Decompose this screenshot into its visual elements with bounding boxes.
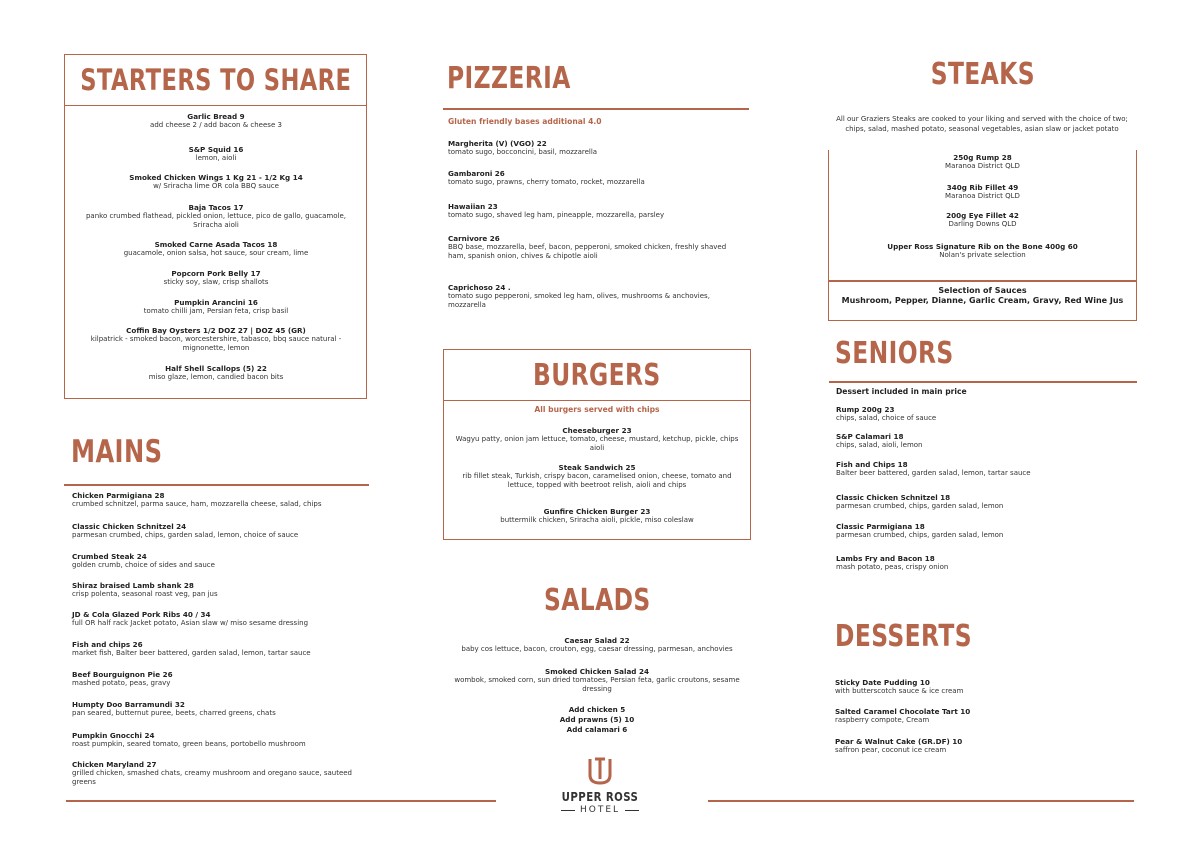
mains-title: MAINS bbox=[71, 434, 163, 470]
pizzeria-title: PIZZERIA bbox=[447, 60, 571, 96]
main-item bbox=[72, 491, 372, 509]
pizza-item-name: Gambaroni 26 bbox=[448, 169, 505, 178]
starter-item-name: S&P Squid 16 bbox=[188, 145, 244, 154]
footer-rule-right bbox=[708, 800, 1134, 802]
burger-item-desc: rib fillet steak, Turkish, crispy bacon, caramelised onion, cheese, tomato and lettuce, topped with beetroot relish, aioli and chips bbox=[462, 472, 732, 489]
senior-item-desc: chips, salad, aioli, lemon bbox=[836, 441, 923, 449]
main-item-name: Shiraz braised Lamb shank 28 bbox=[72, 581, 194, 590]
logo-mark-icon bbox=[587, 757, 613, 787]
main-item-desc: grilled chicken, smashed chats, creamy mushroom and oregano sauce, sauteed greens bbox=[72, 769, 353, 786]
pizzeria-title-wrap bbox=[447, 60, 606, 96]
main-item bbox=[72, 760, 372, 787]
seniors-rule bbox=[829, 381, 1137, 383]
salad-addon: Add prawns (5) 10 bbox=[559, 715, 635, 724]
main-item-desc: parmesan crumbed, chips, garden salad, lemon, choice of sauce bbox=[72, 531, 299, 539]
salad-item-name: Smoked Chicken Salad 24 bbox=[545, 667, 649, 676]
steak-item bbox=[828, 153, 1137, 171]
logo-name: UPPER ROSS bbox=[561, 790, 639, 804]
sauces-title: Selection of Sauces bbox=[938, 286, 1027, 295]
main-item-name: Humpty Doo Barramundi 32 bbox=[72, 700, 185, 709]
pizza-item bbox=[448, 139, 743, 157]
dessert-item bbox=[835, 678, 1131, 696]
main-item-desc: golden crumb, choice of sides and sauce bbox=[72, 561, 215, 569]
seniors-title: SENIORS bbox=[835, 335, 954, 371]
starter-item bbox=[78, 326, 354, 353]
main-item bbox=[72, 522, 372, 540]
senior-item bbox=[836, 460, 1132, 478]
main-item-name: Chicken Maryland 27 bbox=[72, 760, 157, 769]
steaks-title: STEAKS bbox=[930, 56, 1035, 92]
logo-sub bbox=[548, 805, 652, 815]
main-item-desc: market fish, Balter beer battered, garden salad, lemon, tartar sauce bbox=[72, 649, 311, 657]
salads-title-wrap bbox=[443, 582, 751, 618]
senior-item bbox=[836, 405, 1132, 423]
main-item bbox=[72, 700, 372, 718]
burgers-note: All burgers served with chips bbox=[534, 405, 660, 414]
starter-item-name: Pumpkin Arancini 16 bbox=[174, 298, 258, 307]
starter-item-desc: tomato chilli jam, Persian feta, crisp basil bbox=[143, 307, 289, 315]
senior-item-name: Fish and Chips 18 bbox=[836, 460, 908, 469]
main-item-name: Chicken Parmigiana 28 bbox=[72, 491, 165, 500]
footer-rule-left bbox=[66, 800, 496, 802]
dessert-item-desc: saffron pear, coconut ice cream bbox=[835, 746, 947, 754]
starter-item bbox=[78, 112, 354, 130]
starter-item-desc: guacamole, onion salsa, hot sauce, sour cream, lime bbox=[123, 249, 309, 257]
starter-item bbox=[78, 240, 354, 258]
steaks-title-wrap bbox=[828, 56, 1137, 92]
main-item bbox=[72, 640, 372, 658]
salad-item-desc: baby cos lettuce, bacon, crouton, egg, caesar dressing, parmesan, anchovies bbox=[461, 645, 733, 653]
main-item bbox=[72, 670, 372, 688]
starter-item-name: Baja Tacos 17 bbox=[188, 203, 244, 212]
starter-item-name: Popcorn Pork Belly 17 bbox=[171, 269, 261, 278]
main-item-name: Classic Chicken Schnitzel 24 bbox=[72, 522, 187, 531]
main-item bbox=[72, 731, 372, 749]
starter-item-name: Smoked Carne Asada Tacos 18 bbox=[154, 240, 278, 249]
pizza-item-desc: tomato sugo, bocconcini, basil, mozzarella bbox=[448, 148, 598, 156]
dessert-item-name: Pear & Walnut Cake (GR.DF) 10 bbox=[835, 737, 963, 746]
starter-item-desc: lemon, aioli bbox=[195, 154, 237, 162]
seniors-title-wrap bbox=[835, 335, 987, 371]
sauces-list: Mushroom, Pepper, Dianne, Garlic Cream, Gravy, Red Wine Jus bbox=[841, 296, 1124, 305]
pizza-item bbox=[448, 169, 743, 187]
seniors-note: Dessert included in main price bbox=[836, 387, 967, 396]
senior-item-name: Rump 200g 23 bbox=[836, 405, 895, 414]
starter-item-desc: panko crumbed flathead, pickled onion, lettuce, pico de gallo, guacamole, Sriracha aioli bbox=[85, 212, 347, 229]
steak-item bbox=[828, 183, 1137, 201]
logo-sub-text: HOTEL bbox=[579, 805, 621, 815]
senior-item bbox=[836, 554, 1132, 572]
dessert-item bbox=[835, 737, 1131, 755]
dessert-item-name: Sticky Date Pudding 10 bbox=[835, 678, 930, 687]
salad-item-name: Caesar Salad 22 bbox=[564, 636, 630, 645]
burger-item-desc: buttermilk chicken, Sriracha aioli, pickle, miso coleslaw bbox=[500, 516, 694, 524]
steak-item bbox=[828, 242, 1137, 260]
starter-item-name: Smoked Chicken Wings 1 Kg 21 - 1/2 Kg 14 bbox=[129, 173, 303, 182]
starter-item-name: Half Shell Scallops (5) 22 bbox=[165, 364, 267, 373]
main-item-desc: pan seared, butternut puree, beets, charred greens, chats bbox=[72, 709, 276, 717]
burgers-title: BURGERS bbox=[533, 357, 661, 393]
burger-item-desc: Wagyu patty, onion jam lettuce, tomato, cheese, mustard, ketchup, pickle, chips aioli bbox=[455, 435, 739, 452]
pizza-item-name: Caprichoso 24 . bbox=[448, 283, 511, 292]
salad-addon: Add chicken 5 bbox=[568, 705, 626, 714]
mains-title-wrap bbox=[71, 434, 188, 470]
main-item-desc: mashed potato, peas, gravy bbox=[72, 679, 171, 687]
main-item bbox=[72, 581, 372, 599]
pizza-item-name: Carnivore 26 bbox=[448, 234, 500, 243]
main-item-name: Crumbed Steak 24 bbox=[72, 552, 147, 561]
steak-item-desc: Maranoa District QLD bbox=[945, 192, 1020, 200]
starter-item-desc: add cheese 2 / add bacon & cheese 3 bbox=[150, 121, 282, 129]
pizza-item-desc: tomato sugo pepperoni, smoked leg ham, olives, mushrooms & anchovies, mozzarella bbox=[448, 292, 710, 309]
starter-item-desc: kilpatrick - smoked bacon, worcestershire, tabasco, bbq sauce natural - mignonette, lemon bbox=[90, 335, 342, 352]
logo bbox=[548, 757, 652, 815]
starter-item bbox=[78, 364, 354, 382]
salads-title: SALADS bbox=[543, 582, 651, 618]
senior-item-desc: chips, salad, choice of sauce bbox=[836, 414, 937, 422]
burger-item bbox=[450, 426, 744, 453]
steak-item-name: 340g Rib Fillet 49 bbox=[946, 183, 1019, 192]
steak-item-name: Upper Ross Signature Rib on the Bone 400g 60 bbox=[887, 242, 1078, 251]
main-item-desc: crisp polenta, seasonal roast veg, pan jus bbox=[72, 590, 218, 598]
salad-addon: Add calamari 6 bbox=[566, 725, 628, 734]
starter-item bbox=[78, 269, 354, 287]
starter-item bbox=[78, 145, 354, 163]
pizza-item bbox=[448, 202, 743, 220]
steak-item-name: 200g Eye Fillet 42 bbox=[946, 211, 1019, 220]
pizza-item bbox=[448, 283, 743, 310]
senior-item-desc: mash potato, peas, crispy onion bbox=[836, 563, 949, 571]
senior-item bbox=[836, 522, 1132, 540]
desserts-title-wrap bbox=[835, 618, 1011, 654]
pizza-item bbox=[448, 234, 743, 261]
starter-item-desc: sticky soy, slaw, crisp shallots bbox=[163, 278, 269, 286]
main-item-name: Fish and chips 26 bbox=[72, 640, 143, 649]
pizza-item-name: Hawaiian 23 bbox=[448, 202, 498, 211]
main-item-desc: roast pumpkin, seared tomato, green beans, portobello mushroom bbox=[72, 740, 306, 748]
senior-item-name: Classic Parmigiana 18 bbox=[836, 522, 925, 531]
starter-item-desc: w/ Sriracha lime OR cola BBQ sauce bbox=[153, 182, 279, 190]
desserts-title: DESSERTS bbox=[835, 618, 972, 654]
salad-item-desc: wombok, smoked corn, sun dried tomatoes, Persian feta, garlic croutons, sesame dressing bbox=[454, 676, 740, 693]
pizza-item-name: Margherita (V) (VGO) 22 bbox=[448, 139, 547, 148]
senior-item-name: Classic Chicken Schnitzel 18 bbox=[836, 493, 951, 502]
senior-item-desc: parmesan crumbed, chips, garden salad, lemon bbox=[836, 531, 1004, 539]
steak-item-desc: Nolan's private selection bbox=[939, 251, 1026, 259]
senior-item-name: Lambs Fry and Bacon 18 bbox=[836, 554, 935, 563]
senior-item-desc: parmesan crumbed, chips, garden salad, lemon bbox=[836, 502, 1004, 510]
pizza-item-desc: tomato sugo, shaved leg ham, pineapple, mozzarella, parsley bbox=[448, 211, 665, 219]
mains-rule bbox=[64, 484, 369, 486]
senior-item-desc: Balter beer battered, garden salad, lemon, tartar sauce bbox=[836, 469, 1031, 477]
dessert-item-desc: with butterscotch sauce & ice cream bbox=[835, 687, 964, 695]
salad-item bbox=[450, 636, 744, 654]
steak-item-desc: Maranoa District QLD bbox=[945, 162, 1020, 170]
dessert-item-name: Salted Caramel Chocolate Tart 10 bbox=[835, 707, 971, 716]
burger-item-name: Steak Sandwich 25 bbox=[558, 463, 636, 472]
pizzeria-rule bbox=[443, 108, 749, 110]
steaks-intro: All our Graziers Steaks are cooked to your liking and served with the choice of two; chips, salad, mashed potato, seasonal vegetables, asian slaw or jacket potato bbox=[836, 115, 1128, 133]
steak-item-desc: Darling Downs QLD bbox=[948, 220, 1017, 228]
pizza-item-desc: BBQ base, mozzarella, beef, bacon, pepperoni, smoked chicken, freshly shaved ham, spanish onion, chives & chipotle aioli bbox=[448, 243, 727, 260]
starter-item bbox=[78, 203, 354, 230]
main-item-name: JD & Cola Glazed Pork Ribs 40 / 34 bbox=[72, 610, 211, 619]
steak-item-name: 250g Rump 28 bbox=[953, 153, 1012, 162]
dessert-item-desc: raspberry compote, Cream bbox=[835, 716, 930, 724]
main-item bbox=[72, 552, 372, 570]
starter-item bbox=[78, 173, 354, 191]
main-item-desc: full OR half rack Jacket potato, Asian slaw w/ miso sesame dressing bbox=[72, 619, 309, 627]
main-item-desc: crumbed schnitzel, parma sauce, ham, mozzarella cheese, salad, chips bbox=[72, 500, 322, 508]
senior-item bbox=[836, 493, 1132, 511]
pizza-item-desc: tomato sugo, prawns, cherry tomato, rocket, mozzarella bbox=[448, 178, 645, 186]
salad-item bbox=[450, 667, 744, 694]
burger-item bbox=[450, 463, 744, 490]
main-item bbox=[72, 610, 372, 628]
starter-item-name: Coffin Bay Oysters 1/2 DOZ 27 | DOZ 45 (GR) bbox=[126, 326, 306, 335]
senior-item bbox=[836, 432, 1132, 450]
main-item-name: Beef Bourguignon Pie 26 bbox=[72, 670, 173, 679]
starters-title: STARTERS TO SHARE bbox=[79, 63, 352, 97]
starter-item-desc: miso glaze, lemon, candied bacon bits bbox=[148, 373, 284, 381]
burger-item-name: Cheeseburger 23 bbox=[562, 426, 632, 435]
starter-item-name: Garlic Bread 9 bbox=[187, 112, 245, 121]
senior-item-name: S&P Calamari 18 bbox=[836, 432, 904, 441]
steak-item bbox=[828, 211, 1137, 229]
main-item-name: Pumpkin Gnocchi 24 bbox=[72, 731, 155, 740]
burger-item-name: Gunfire Chicken Burger 23 bbox=[543, 507, 651, 516]
dessert-item bbox=[835, 707, 1131, 725]
pizzeria-note: Gluten friendly bases additional 4.0 bbox=[448, 117, 602, 126]
starter-item bbox=[78, 298, 354, 316]
burger-item bbox=[450, 507, 744, 525]
